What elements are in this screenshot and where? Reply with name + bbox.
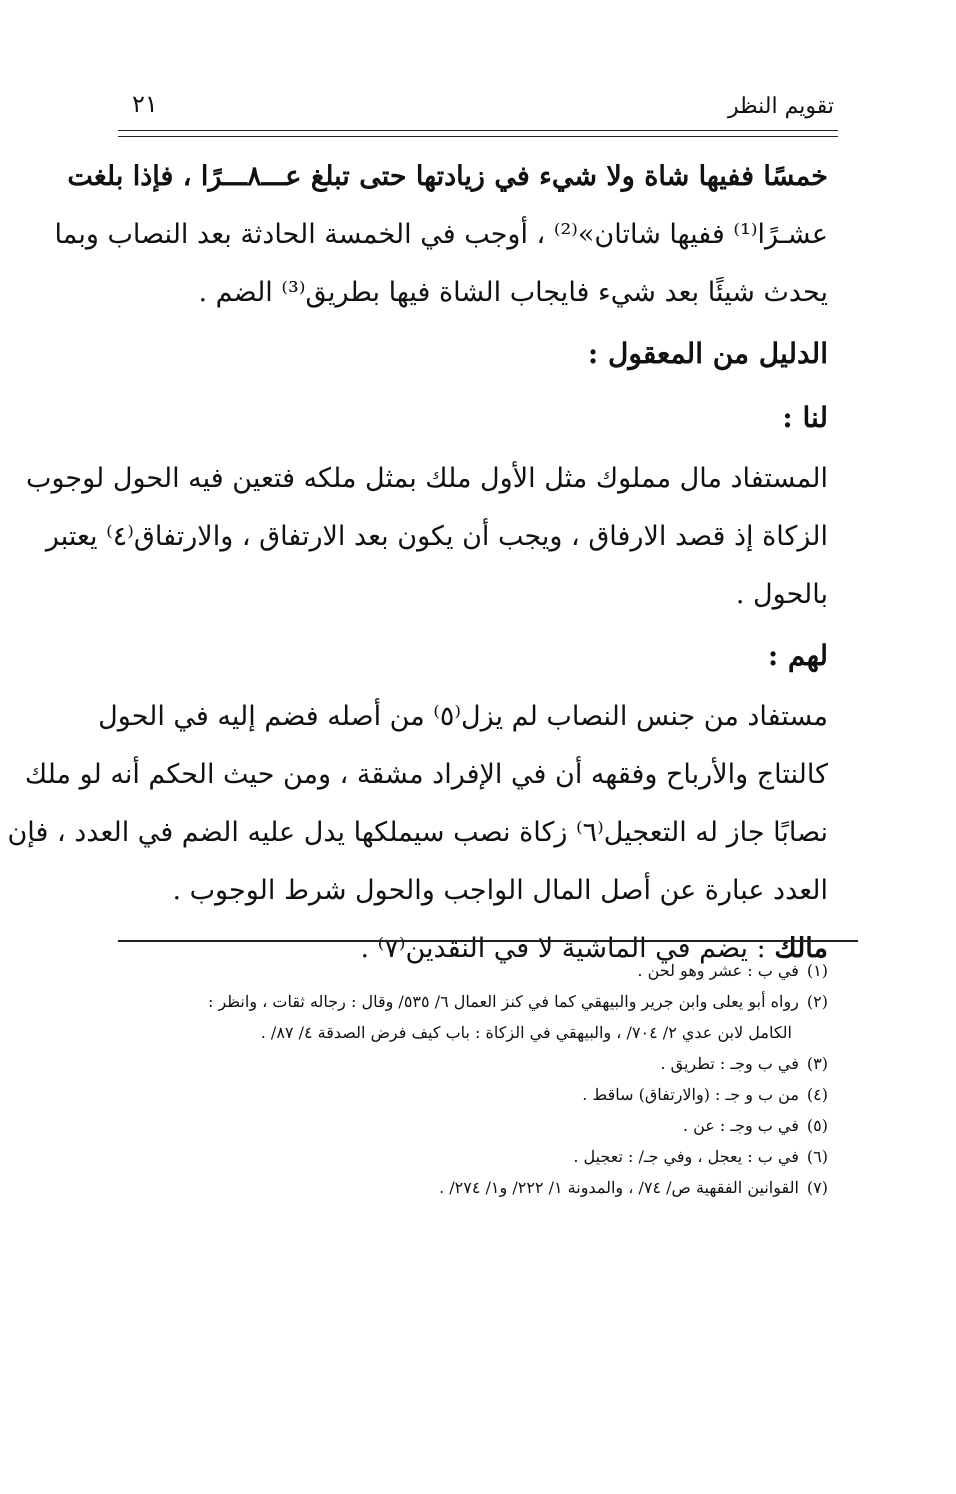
footnote: (٦)في ب : يعجل ، وفي جـ/ : تعجيل . — [573, 1147, 828, 1166]
text-line: خمسًا ففيها شاة ولا شيء في زيادتها حتى تبلغ عـــ٨ـــرًا ، فإذا بلغت — [67, 161, 828, 192]
footnotes — [118, 955, 828, 1203]
footnote: (٢)رواه أبو يعلى وابن جرير والبيهقي كما في كنز العمال ٦/ ٥٣٥/ وقال : رجاله ثقات ، وانظر : — [208, 992, 828, 1011]
text-line: العدد عبارة عن أصل المال الواجب والحول شرط الوجوب . — [172, 875, 828, 906]
malik-text: : يضم في الماشية لا في النقدين⁽٧⁾ . — [360, 933, 775, 964]
footnote: (١)في ب : عشر وهو لحن . — [637, 961, 828, 980]
text-line: الزكاة إذ قصد الارفاق ، ويجب أن يكون بعد الارتفاق ، والارتفاق⁽٤⁾ يعتبر — [45, 521, 828, 552]
page-header — [118, 90, 838, 126]
footnote-continuation: الكامل لابن عدي ٢/ ٧٠٤/ ، والبيهقي في الزكاة : باب كيف فرض الصدقة ٤/ ٨٧/ . — [260, 1023, 792, 1042]
section-heading: لنا : — [782, 401, 828, 434]
text-line: مستفاد من جنس النصاب لم يزل⁽٥⁾ من أصله فضم إليه في الحول — [98, 701, 828, 732]
running-title: تقويم النظر — [727, 94, 834, 119]
footnote: (٣)في ب وجـ : تطريق . — [660, 1054, 828, 1073]
footnote: (٤)من ب و جـ : (والارتفاق) ساقط . — [582, 1085, 828, 1104]
footnote: (٥)في ب وجـ : عن . — [682, 1116, 828, 1135]
footnote: (٧)القوانين الفقهية ص/ ٧٤/ ، والمدونة ١/ ٢٢٢/ و١/ ٢٧٤/ . — [439, 1178, 828, 1197]
footnote-separator — [118, 940, 858, 942]
header-rule-top — [118, 130, 838, 131]
text-line: نصابًا جاز له التعجيل⁽٦⁾ زكاة نصب سيملكها يدل عليه الضم في العدد ، فإن — [7, 817, 828, 848]
page-number: ٢١ — [132, 90, 158, 118]
text-line: بالحول . — [735, 579, 828, 610]
text-line: المستفاد مال مملوك مثل الأول ملك بمثل ملكه فتعين فيه الحول لوجوب — [26, 463, 828, 494]
header-rule-bottom — [118, 136, 838, 137]
text-line: عشـرًا⁽¹⁾ ففيها شاتان»⁽²⁾ ، أوجب في الخمسة الحادثة بعد النصاب وبما — [54, 219, 828, 250]
malik-label: مالك — [774, 933, 828, 964]
main-text — [7, 148, 828, 978]
section-heading: الدليل من المعقول : — [587, 337, 828, 370]
text-line: يحدث شيئًا بعد شيء فايجاب الشاة فيها بطريق⁽³⁾ الضم . — [198, 277, 828, 308]
text-line: كالنتاج والأرباح وفقهه أن في الإفراد مشقة ، ومن حيث الحكم أنه لو ملك — [24, 759, 828, 790]
section-heading: لهم : — [767, 639, 828, 672]
